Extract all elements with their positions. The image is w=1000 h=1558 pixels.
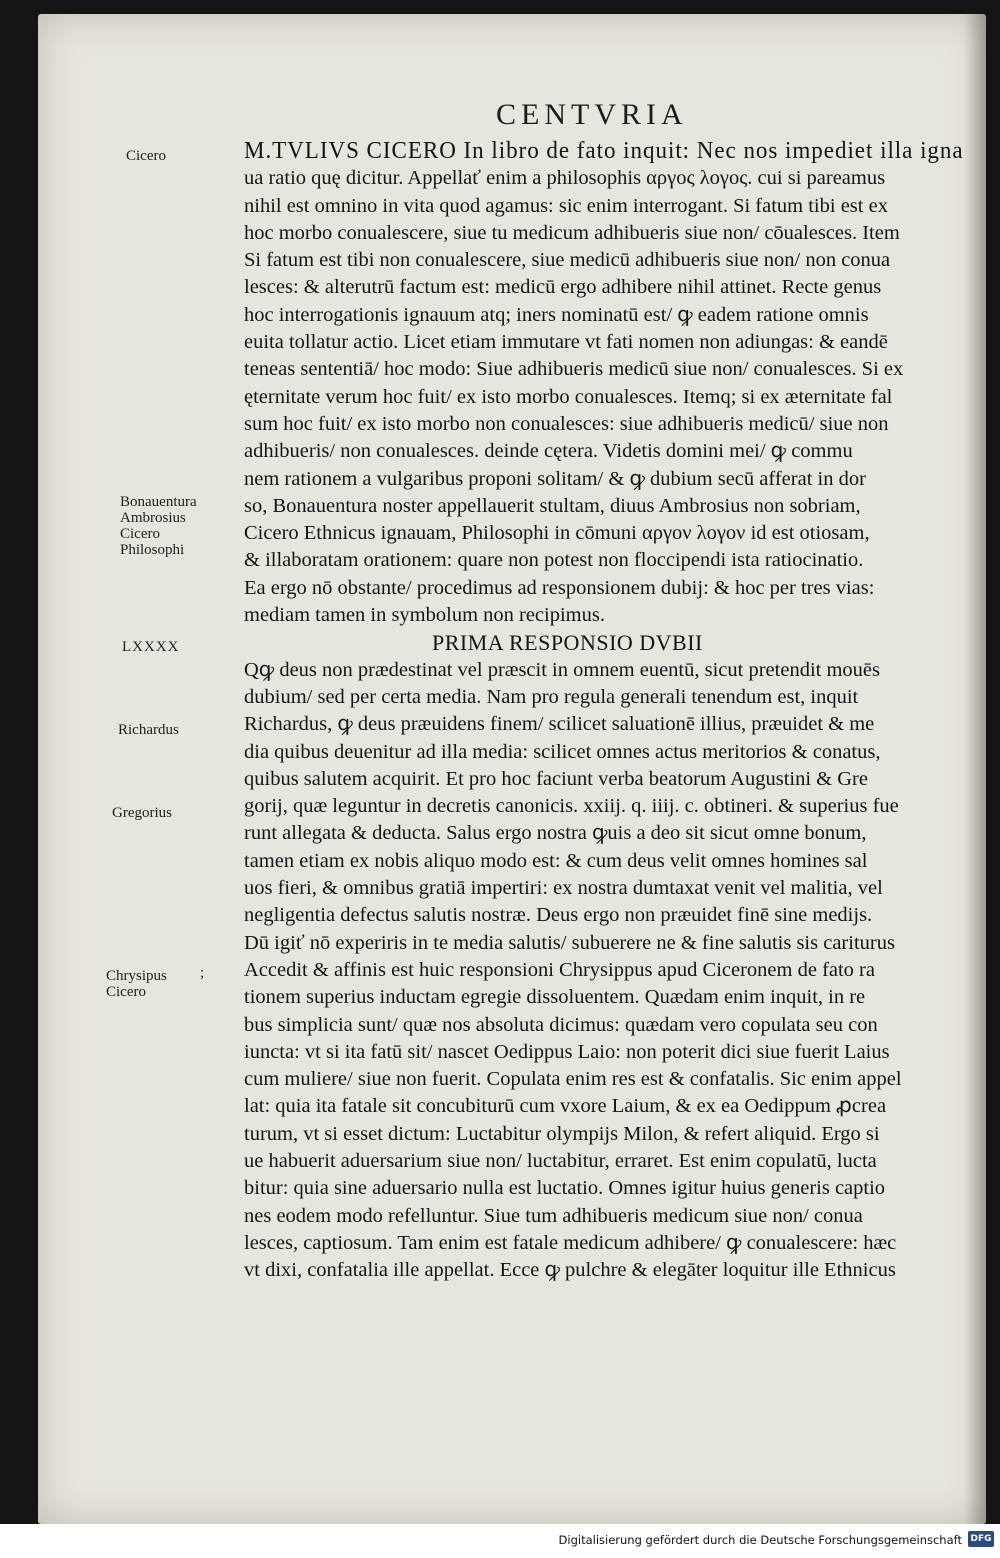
text-line: gorij, quæ leguntur in decretis canonicis. xxiij. q. iiij. c. obtineri. & superius fue — [244, 795, 899, 818]
text-line: Cicero Ethnicus ignauam, Philosophi in cōmuni αργον λογον id est otiosam, — [244, 522, 870, 545]
text-line: ue habuerit aduersarium siue non/ luctabitur, erraret. Est enim copulatū, lucta — [244, 1149, 877, 1172]
margin-gloss-line: Cicero — [120, 526, 160, 542]
text-line: quibus salutem acquirit. Et pro hoc faciunt verba beatorum Augustini & Gre — [244, 767, 868, 790]
text-line: bitur: quia sine aduersario nulla est luctatio. Omnes igitur huius generis captio — [244, 1177, 886, 1200]
text-line: Accedit & affinis est huic responsioni Chrysippus apud Ciceronem de fato ra — [244, 958, 875, 981]
text-line: dia quibus deuenitur ad illa media: scilicet omnes actus meritorios & conatus, — [244, 740, 881, 763]
text-line: nes eodem modo refelluntur. Siue tum adhibueris medicum siue non/ conua — [244, 1204, 863, 1227]
text-line: Dū igiť nō experiris in te media salutis/ subuerere ne & fine salutis sis cariturus — [244, 931, 895, 954]
text-line: so, Bonauentura noster appellauerit stultam, diuus Ambrosius non sobriam, — [244, 494, 861, 517]
margin-gloss-bonaventura-group — [120, 494, 197, 558]
text-line: & illaboratam orationem: quare non potest non floccipendi ista ratiocinatio. — [244, 549, 864, 572]
digitization-footer — [0, 1524, 1000, 1558]
text-line: adhibueris/ non conualesces. deinde cętera. Videtis domini mei/ ꝙ commu — [244, 440, 853, 463]
text-line: runt allegata & deducta. Salus ergo nostra ꝙuis a deo sit sicut omne bonum, — [244, 822, 867, 845]
margin-gloss-number: LXXXX — [122, 639, 180, 655]
margin-gloss-line: Philosophi — [120, 542, 185, 558]
text-line: vt dixi, confatalia ille appellat. Ecce ꝙ pulchre & elegāter loquitur ille Ethnicus — [244, 1259, 896, 1282]
text-line: ęternitate verum hoc fuit/ ex isto morbo conualesces. Itemq; si ex æternitate fal — [244, 385, 893, 408]
text-line: bus simplicia sunt/ quæ nos absoluta dicimus: quædam vero copulata seu con — [244, 1013, 878, 1036]
text-line: Qꝙ deus non prædestinat vel præscit in omnem euentū, sicut pretendit mouēs — [244, 658, 880, 681]
page-gutter-shadow — [964, 14, 986, 1524]
text-line: lesces: & alterutrū factum est: medicū ergo adhibere nihil attinet. Recte genus — [244, 276, 882, 299]
footer-credit-text: Digitalisierung gefördert durch die Deutsche Forschungsgemeinschaft — [558, 1533, 962, 1547]
text-line: tamen etiam ex nobis aliquo modo est: & cum deus velit omnes homines sal — [244, 849, 868, 872]
text-line: hoc morbo conualescere, siue tu medicum adhibueris siue non/ cōualesces. Item — [244, 221, 900, 244]
text-line: sum hoc fuit/ ex isto morbo non conualesces: siue adhibueris medicū/ siue non — [244, 412, 889, 435]
text-line: mediam tamen in symbolum non recipimus. — [244, 604, 605, 627]
margin-gloss-richardus: Richardus — [118, 722, 179, 738]
text-line: nihil est omnino in vita quod agamus: sic enim interrogant. Si fatum tibi est ex — [244, 194, 888, 217]
text-line: cum muliere/ siue non fuerit. Copulata enim res est & confatalis. Sic enim appel — [244, 1068, 902, 1091]
text-line: Si fatum est tibi non conualescere, siue medicū adhibueris siue non/ non conua — [244, 249, 891, 272]
text-line: uos fieri, & omnibus gratiā impertiri: ex nostra dumtaxat venit vel malitia, vel — [244, 877, 883, 900]
margin-gloss-cicero: Cicero — [126, 148, 166, 164]
text-line: ua ratio quę dicitur. Appellať enim a philosophis αργος λογος. cui si pareamus — [244, 167, 886, 190]
margin-gloss-line: Bonauentura — [120, 494, 197, 510]
text-line — [244, 138, 964, 165]
margin-gloss-line: Chrysipus — [106, 968, 167, 984]
margin-gloss-chrysippus-group — [106, 968, 167, 1000]
text-line: euita tollatur actio. Licet etiam immutare vt fati nomen non adiungas: & eandē — [244, 331, 888, 354]
text-line: lat: quia ita fatale sit concubiturū cum vxore Laium, & ex ea Oedippum ꝓcrea — [244, 1095, 887, 1118]
text-line: negligentia defectus salutis nostræ. Deus ergo non præuidet finē sine medijs. — [244, 904, 873, 927]
section-heading: PRIMA RESPONSIO DVBII — [432, 630, 703, 656]
text-line: teneas sententiā/ hoc modo: Siue adhibueris medicū siue non/ conualesces. Si ex — [244, 358, 904, 381]
margin-gloss-line: Cicero — [106, 984, 146, 1000]
main-text-block — [244, 138, 964, 1284]
text-line: lesces, captiosum. Tam enim est fatale medicum adhibere/ ꝙ conualescere: hæc — [244, 1231, 897, 1254]
text-line: Richardus, ꝙ deus præuidens finem/ scilicet saluationē illius, præuidet & me — [244, 713, 875, 736]
text-line: iuncta: vt si ita fatū sit/ nascet Oedippus Laio: non poterit dici siue fuerit Laius — [244, 1040, 890, 1063]
text-line-content: M.TVLIVS CICERO In libro de fato inquit: Nec nos impediet illa igna — [244, 138, 964, 164]
text-line: turum, vt si esset dictum: Luctabitur olympijs Milon, & refert aliquid. Ergo si — [244, 1122, 880, 1145]
margin-gloss-mark: ; — [200, 965, 205, 981]
text-line: dubium/ sed per certa media. Nam pro regula generali tenendum est, inquit — [244, 685, 859, 708]
text-line: nem rationem a vulgaribus proponi solitam/ & ꝙ dubium secū afferat in dor — [244, 467, 866, 490]
dfg-logo: DFG — [968, 1531, 994, 1547]
margin-gloss-gregorius: Gregorius — [112, 805, 172, 821]
text-line: Ea ergo nō obstante/ procedimus ad responsionem dubij: & hoc per tres vias: — [244, 576, 875, 599]
margin-gloss-line: Ambrosius — [120, 510, 186, 526]
running-head: CENTVRIA — [496, 98, 688, 131]
text-line: hoc interrogationis ignauum atq; iners nominatū est/ ꝙ eadem ratione omnis — [244, 303, 869, 326]
text-line: tionem superius inductam egregie dissoluentem. Quædam enim inquit, in re — [244, 986, 866, 1009]
